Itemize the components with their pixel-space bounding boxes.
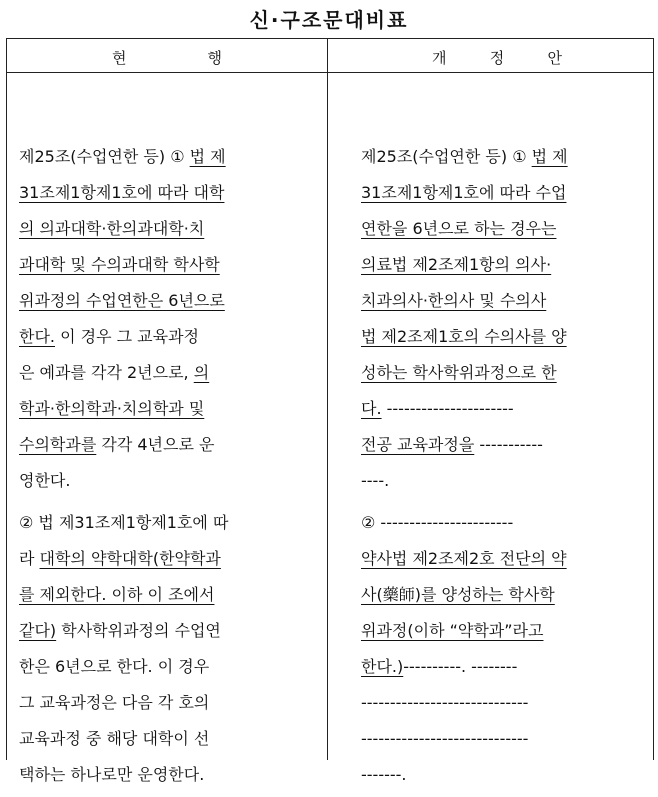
plain-text: -------. <box>361 765 407 784</box>
underlined-text: 의 의과대학·한의과대학·치 <box>19 219 205 238</box>
current-line-text <box>19 215 204 251</box>
current-line <box>19 395 319 431</box>
underlined-text: 한다.) <box>361 657 404 676</box>
current-line-text <box>19 617 221 653</box>
header-proposed-char: 정 <box>489 49 505 67</box>
current-line-text <box>19 359 209 395</box>
header-current-char: 행 <box>207 49 222 67</box>
proposed-line-text <box>361 395 514 431</box>
current-line-text <box>19 581 214 617</box>
proposed-line-text <box>361 287 546 323</box>
proposed-line <box>361 143 649 179</box>
proposed-line <box>361 215 649 251</box>
underlined-text: 위과정의 수업연한은 6년으로 <box>19 291 225 310</box>
underlined-text: 법 제 <box>531 147 568 166</box>
plain-text: ----------------------------- <box>361 729 529 748</box>
proposed-line-text <box>361 467 389 503</box>
proposed-line <box>361 323 649 359</box>
proposed-line-text <box>361 725 528 761</box>
header-current <box>112 47 222 68</box>
current-line <box>19 179 319 215</box>
header-proposed-char: 개 <box>432 49 447 67</box>
current-line-text <box>19 251 220 287</box>
underlined-text: 를 제외한다. 이하 이 조에서 <box>19 585 215 604</box>
underlined-text: 법 제 <box>189 147 226 166</box>
plain-text: 이 경우 그 교육과정 <box>55 327 199 346</box>
underlined-text: 31조제1항제1호에 따라 대학 <box>19 183 225 202</box>
current-line <box>19 431 319 467</box>
proposed-line <box>361 653 649 689</box>
current-line <box>19 689 319 725</box>
proposed-line <box>361 581 649 617</box>
header-proposed <box>432 47 562 68</box>
current-line <box>19 215 319 251</box>
proposed-line <box>361 509 649 545</box>
current-line-text <box>19 509 228 545</box>
underlined-text: 약사법 제2조제2호 전단의 약 <box>361 549 567 568</box>
plain-text: ② 법 제31조제1항제1호에 따 <box>19 513 229 532</box>
plain-text: 교육과정 중 해당 대학이 선 <box>19 729 210 748</box>
current-line-text <box>19 467 70 503</box>
proposed-line <box>361 251 649 287</box>
underlined-text: 치과의사·한의사 및 수의사 <box>361 291 547 310</box>
plain-text: 한은 6년으로 한다. 이 경우 <box>19 657 210 676</box>
underlined-text: 법 제2조제1호의 수의사를 양 <box>361 327 567 346</box>
current-line <box>19 617 319 653</box>
plain-text: ----------------------------- <box>361 693 529 712</box>
current-line-text <box>19 179 224 215</box>
proposed-line-text <box>361 359 557 395</box>
current-line <box>19 143 319 179</box>
proposed-line-text <box>361 251 551 287</box>
current-line <box>19 251 319 287</box>
proposed-line-text <box>361 179 566 215</box>
proposed-line-text <box>361 761 407 797</box>
underlined-text: 의 <box>193 363 210 382</box>
header-divider <box>7 72 653 73</box>
current-line <box>19 287 319 323</box>
plain-text: 제25조(수업연한 등) ① <box>19 147 190 166</box>
current-line-text <box>19 545 221 581</box>
proposed-line <box>361 431 649 467</box>
underlined-text: 사(藥師)를 양성하는 학사학 <box>361 585 555 604</box>
proposed-line <box>361 545 649 581</box>
plain-text: 라 <box>19 549 40 568</box>
current-line-text <box>19 761 204 797</box>
plain-text: ----------. -------- <box>403 657 518 676</box>
proposed-line <box>361 689 649 725</box>
current-line-text <box>19 431 214 467</box>
proposed-line <box>361 467 649 503</box>
current-line <box>19 467 319 503</box>
underlined-text: 한다. <box>19 327 55 346</box>
proposed-line-text <box>361 509 513 545</box>
proposed-line-text <box>361 545 567 581</box>
proposed-line-text <box>361 323 567 359</box>
plain-text: ---------------------- <box>381 399 514 418</box>
underlined-text: 연한을 6년으로 하는 경우는 <box>361 219 557 238</box>
current-line-text <box>19 143 226 179</box>
plain-text: 영한다. <box>19 471 71 490</box>
current-line <box>19 359 319 395</box>
proposed-line-text <box>361 653 517 689</box>
proposed-text-column <box>361 143 649 797</box>
current-line-text <box>19 725 209 761</box>
plain-text: ----------- <box>474 435 543 454</box>
underlined-text: 같다) <box>19 621 57 640</box>
current-line-text <box>19 287 225 323</box>
plain-text: ----. <box>361 471 390 490</box>
current-line <box>19 545 319 581</box>
current-text-column <box>19 143 319 797</box>
header-proposed-char: 안 <box>547 49 562 67</box>
underlined-text: 과대학 및 수의과대학 학사학 <box>19 255 220 274</box>
underlined-text: 수의학과를 <box>19 435 97 454</box>
current-line <box>19 581 319 617</box>
plain-text: 은 예과를 각각 2년으로, <box>19 363 194 382</box>
proposed-line <box>361 395 649 431</box>
proposed-line <box>361 617 649 653</box>
proposed-line-text <box>361 215 556 251</box>
plain-text: 택하는 하나로만 운영한다. <box>19 765 205 784</box>
underlined-text: 31조제1항제1호에 따라 수업 <box>361 183 567 202</box>
plain-text: 학사학위과정의 수업연 <box>56 621 221 640</box>
underlined-text: 학과·한의학과·치의학과 및 <box>19 399 205 418</box>
proposed-line <box>361 359 649 395</box>
current-line <box>19 653 319 689</box>
underlined-text: 대학의 약학대학(한약학과 <box>39 549 221 568</box>
header-current-char: 현 <box>112 49 127 67</box>
plain-text: 그 교육과정은 다음 각 호의 <box>19 693 210 712</box>
underlined-text: 성하는 학사학위과정으로 한 <box>361 363 557 382</box>
current-line-text <box>19 395 204 431</box>
underlined-text: 위과정(이하 “약학과”라고 <box>361 621 544 640</box>
plain-text: 제25조(수업연한 등) ① <box>361 147 532 166</box>
current-line-text <box>19 323 199 359</box>
current-line <box>19 761 319 797</box>
column-divider <box>327 39 328 760</box>
plain-text: ② ----------------------- <box>361 513 514 532</box>
underlined-text: 의료법 제2조제1항의 의사· <box>361 255 552 274</box>
proposed-line-text <box>361 431 543 467</box>
proposed-line <box>361 179 649 215</box>
proposed-line-text <box>361 617 543 653</box>
underlined-text: 다. <box>361 399 382 418</box>
current-line <box>19 509 319 545</box>
current-line-text <box>19 653 209 689</box>
plain-text: 각각 4년으로 운 <box>96 435 215 454</box>
proposed-line-text <box>361 581 555 617</box>
comparison-table <box>6 38 654 784</box>
proposed-line-text <box>361 143 568 179</box>
current-line-text <box>19 689 209 725</box>
proposed-line-text <box>361 689 528 725</box>
current-line <box>19 725 319 761</box>
proposed-line <box>361 761 649 797</box>
underlined-text: 전공 교육과정을 <box>361 435 475 454</box>
document-title: 신·구조문대비표 <box>249 8 409 32</box>
proposed-line <box>361 287 649 323</box>
proposed-line <box>361 725 649 761</box>
current-line <box>19 323 319 359</box>
